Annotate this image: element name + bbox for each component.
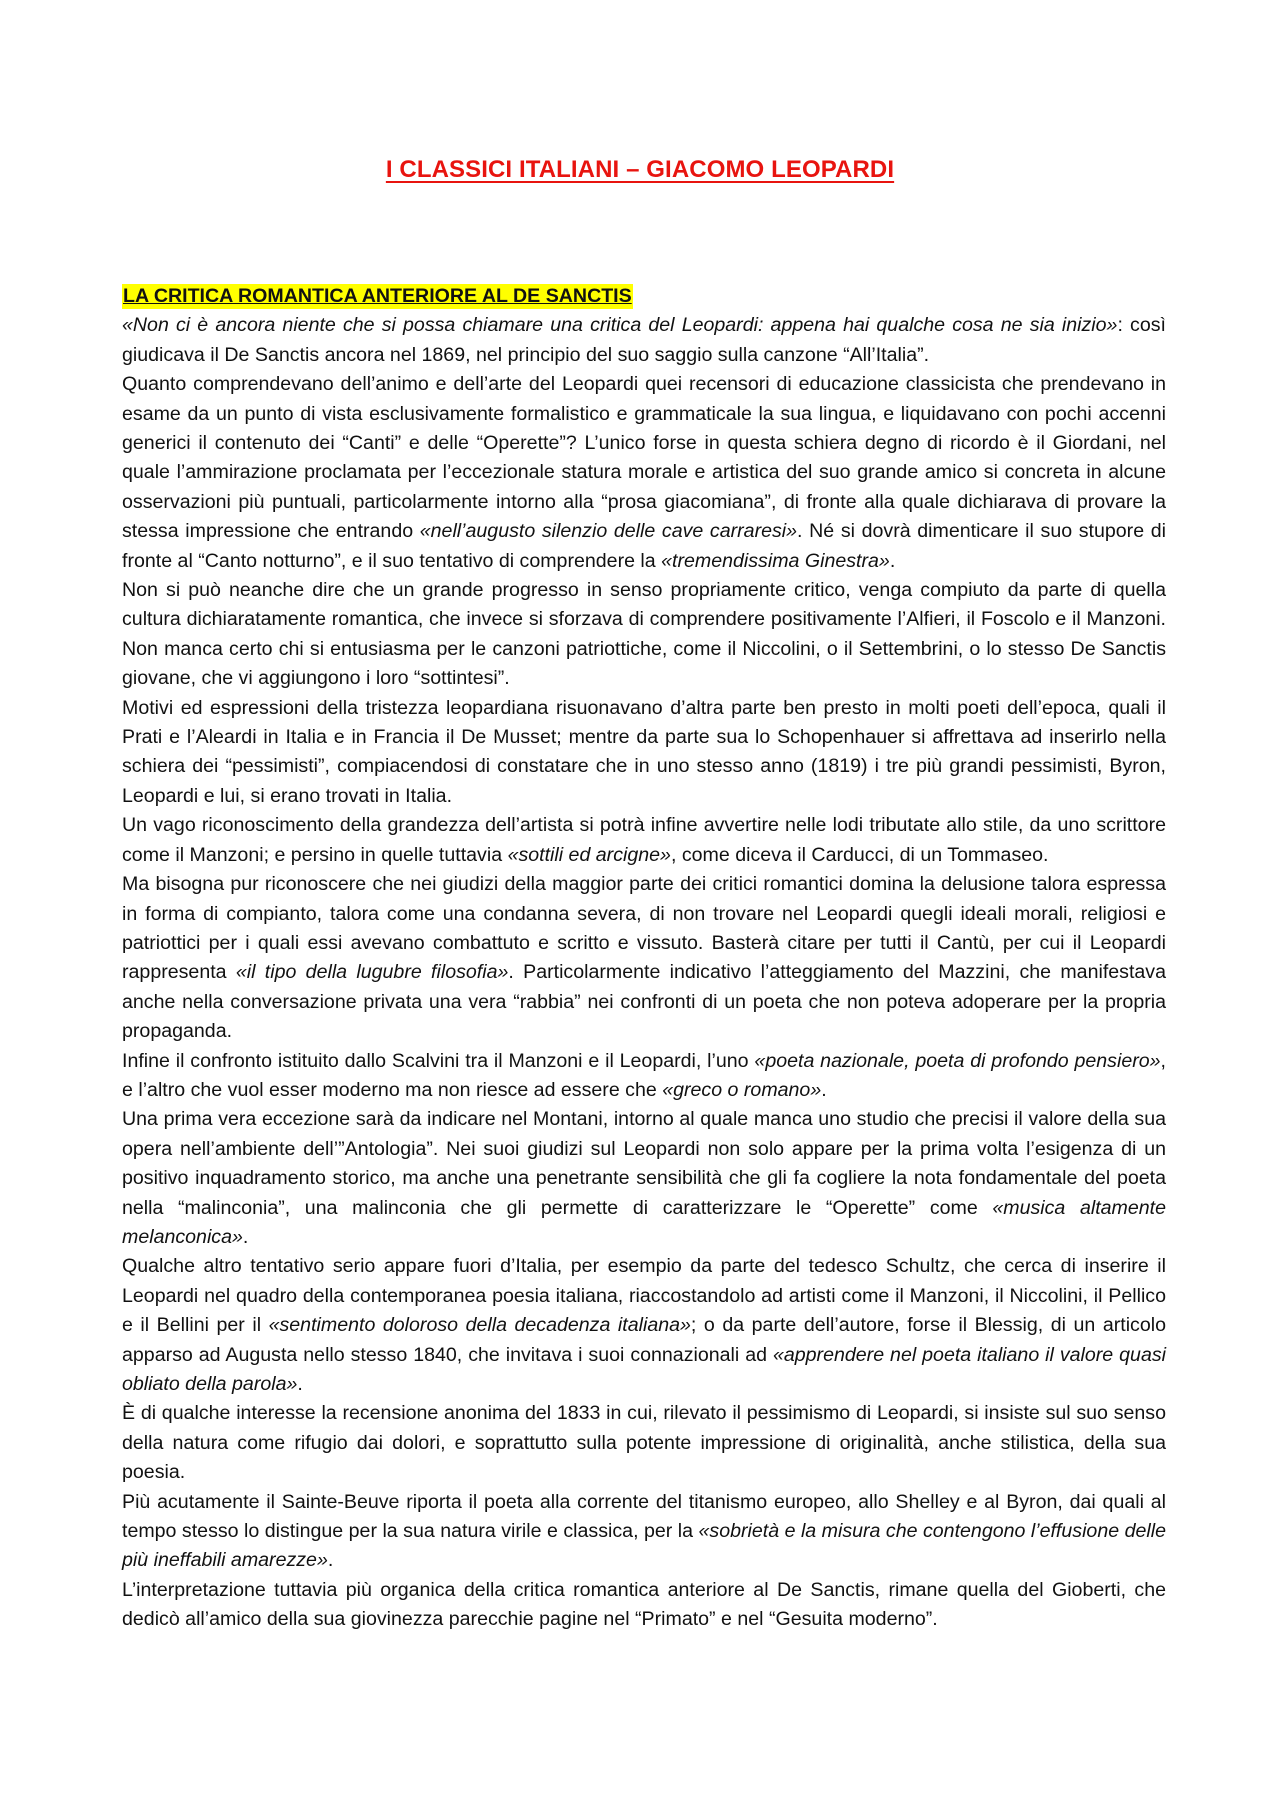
paragraph-2 — [122, 370, 1166, 576]
section-heading-row — [122, 282, 1166, 311]
paragraph-text: ; o da parte dell’autore, forse il Blessig, di un articolo apparso ad Augusta nello stesso 1840, che invitava i suoi connazionali ad — [122, 1314, 1167, 1366]
section-heading: LA CRITICA ROMANTICA ANTERIORE AL DE SANCTIS — [123, 285, 632, 307]
quote: «il tipo della lugubre filosofia» — [235, 961, 509, 984]
quote: «musica altamente melanconica» — [122, 1196, 1166, 1248]
paragraph-11 — [122, 1488, 1166, 1576]
paragraph-text: Non si può neanche dire che un grande progresso in senso propriamente critico, venga compiuto da parte di quella cultura dichiaratamente romantica, che invece si sforzava di comprendere positivamente l’Alfieri, il Foscolo e il Manzoni. Non manca certo chi si entusiasma per le canzoni patriottiche, come il Niccolini, o il Settembrini, o lo stesso De Sanctis giovane, che vi aggiungono i loro “sottintesi”. — [122, 579, 1166, 690]
paragraph-text: Infine il confronto istituito dallo Scalvini tra il Manzoni e il Leopardi, l’uno — [122, 1049, 755, 1072]
paragraph-text: Qualche altro tentativo serio appare fuori d’Italia, per esempio da parte del tedesco Schultz, che cerca di inserire il Leopardi nel quadro della contemporanea poesia italiana, riaccostandolo ad artisti come il Manzoni, il Niccolini, il Pellico e il Bellini per il — [122, 1255, 1166, 1337]
paragraph-text: Quanto comprendevano dell’animo e dell’arte del Leopardi quei recensori di educazione classicista che prendevano in esame da un punto di vista esclusivamente formalistico e grammaticale la sua lingua, e liquidavano con pochi accenni generici il contenuto dei “Canti” e delle “Operette”? L’unico forse in questa schiera degno di ricordo è il Giordani, nel quale l’ammirazione proclamata per l’eccezionale statura morale e artistica del suo grande amico si concreta in alcune osservazioni più puntuali, particolarmente intorno alla “prosa giacomiana”, di fronte alla quale dichiarava di provare la stessa impressione che entrando — [122, 373, 1166, 543]
paragraph-text: Motivi ed espressioni della tristezza leopardiana risuonavano d’altra parte ben presto in molti poeti dell’epoca, quali il Prati e l’Aleardi in Italia e in Francia il De Musset; mentre da parte sua lo Schopenhauer si affrettava ad inserirlo nella schiera dei “pessimisti”, compiacendosi di constatare che in uno stesso anno (1819) i tre più grandi pessimisti, Byron, Leopardi e lui, si erano trovati in Italia. — [122, 696, 1166, 807]
paragraph-text: , come diceva il Carducci, di un Tommaseo. — [670, 843, 1049, 866]
paragraph-10 — [122, 1399, 1166, 1487]
paragraph-4 — [122, 694, 1166, 812]
paragraph-6 — [122, 870, 1166, 1046]
paragraph-text: Un vago riconoscimento della grandezza dell’artista si potrà infine avvertire nelle lodi tributate allo stile, da uno scrittore come il Manzoni; e persino in quelle tuttavia — [122, 814, 1166, 866]
quote: «sobrietà e la misura che contengono l’effusione delle più ineffabili amarezze» — [122, 1520, 1166, 1572]
paragraph-text: Più acutamente il Sainte-Beuve riporta il poeta alla corrente del titanismo europeo, allo Shelley e al Byron, dai quali al tempo stesso lo distingue per la sua natura virile e classica, per la — [122, 1490, 1166, 1543]
paragraph-text: . — [327, 1549, 334, 1572]
paragraph-7 — [122, 1047, 1166, 1106]
paragraph-5 — [122, 811, 1166, 870]
paragraph-text: : così giudicava il De Sanctis ancora nel 1869, nel principio del suo saggio sulla canzone “All’Italia”. — [122, 314, 1166, 366]
paragraph-text: . Particolarmente indicativo l’atteggiamento del Mazzini, che manifestava anche nella conversazione privata una vera “rabbia” nei confronti di un poeta che non poteva adoperare per la propria propaganda. — [122, 961, 1166, 1043]
paragraph-text: . — [821, 1078, 827, 1101]
paragraph-text: È di qualche interesse la recensione anonima del 1833 in cui, rilevato il pessimismo di Leopardi, si insiste sul suo senso della natura come rifugio dai dolori, e soprattutto sulla potente impressione di originalità, anche stilistica, della sua poesia. — [122, 1402, 1166, 1484]
paragraph-text: , e l’altro che vuol esser moderno ma non riesce ad essere che — [122, 1049, 1166, 1101]
paragraph-12 — [122, 1576, 1166, 1635]
quote: «greco o romano» — [662, 1078, 822, 1101]
paragraph-1 — [122, 311, 1166, 370]
quote: «apprendere nel poeta italiano il valore quasi obliato della parola» — [122, 1343, 1166, 1396]
quote: «Non ci è ancora niente che si possa chiamare una critica del Leopardi: appena hai qualche cosa ne sia inizio» — [122, 314, 1118, 337]
quote: «sottili ed arcigne» — [507, 843, 671, 866]
quote: «nell’augusto silenzio delle cave carraresi» — [419, 520, 798, 543]
quote: «poeta nazionale, poeta di profondo pensiero» — [754, 1049, 1161, 1072]
paragraph-text: . — [242, 1225, 249, 1248]
document-body — [122, 282, 1166, 1635]
paragraph-text: . — [297, 1373, 303, 1396]
paragraph-text: . Né si dovrà dimenticare il suo stupore di fronte al “Canto notturno”, e il suo tentativo di comprendere la — [122, 520, 1166, 572]
paragraph-9 — [122, 1252, 1166, 1399]
paragraph-text: . — [889, 549, 896, 572]
quote: «tremendissima Ginestra» — [661, 549, 890, 572]
paragraph-text: Una prima vera eccezione sarà da indicare nel Montani, intorno al quale manca uno studio che precisi il valore della sua opera nell’ambiente dell’”Antologia”. Nei suoi giudizi sul Leopardi non solo appare per la prima volta l’esigenza di un positivo inquadramento storico, ma anche una penetrante sensibilità che gli fa cogliere la nota fondamentale del poeta nella “malinconia”, una malinconia che gli permette di caratterizzare le “Operette” come — [122, 1108, 1166, 1219]
paragraph-3 — [122, 576, 1166, 694]
paragraph-text: L’interpretazione tuttavia più organica della critica romantica anteriore al De Sanctis, rimane quella del Gioberti, che dedicò all’amico della sua giovinezza parecchie pagine nel “Primato” e nel “Gesuita moderno”. — [122, 1578, 1166, 1631]
paragraph-8 — [122, 1105, 1166, 1252]
quote: «sentimento doloroso della decadenza italiana» — [268, 1314, 691, 1337]
document-title: I CLASSICI ITALIANI – GIACOMO LEOPARDI — [385, 156, 895, 183]
paragraph-text: Ma bisogna pur riconoscere che nei giudizi della maggior parte dei critici romantici domina la delusione talora espressa in forma di compianto, talora come una condanna severa, di non trovare nel Leopardi quegli ideali morali, religiosi e patriottici per i quali essi avevano combattuto e scritto e vissuto. Basterà citare per tutti il Cantù, per cui il Leopardi rappresenta — [122, 873, 1166, 984]
